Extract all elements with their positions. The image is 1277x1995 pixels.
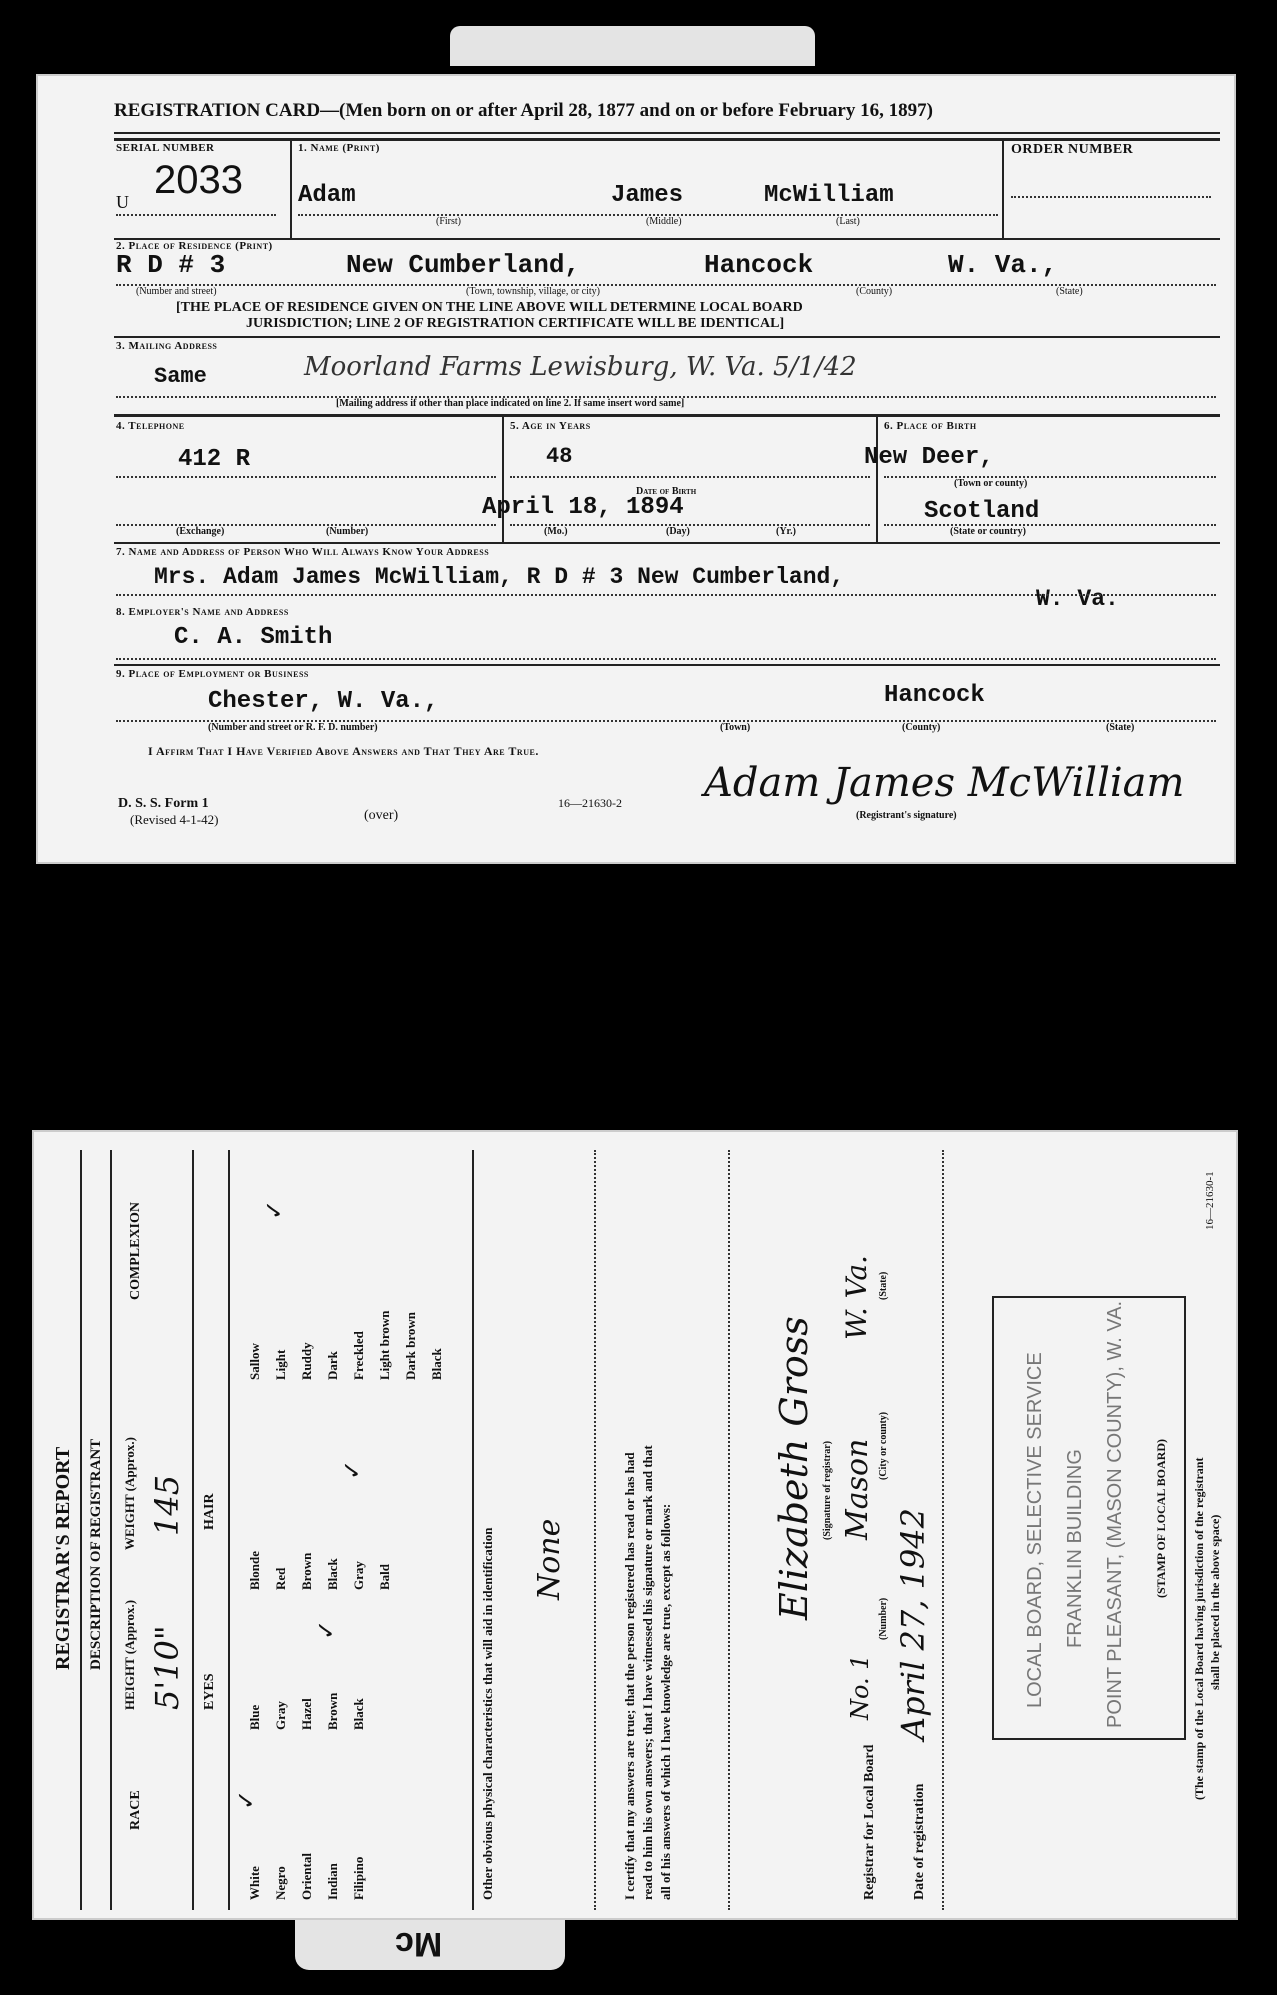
hair-row-black: Black — [325, 1558, 340, 1590]
mailing-address-caption: [Mailing address if other than place indicated on line 2. If same insert word same] — [336, 398, 685, 409]
residence-county-caption: (County) — [856, 286, 893, 297]
last-caption: (Last) — [836, 216, 860, 227]
form-revised: (Revised 4-1-42) — [130, 812, 219, 827]
age-value: 48 — [546, 444, 573, 469]
mailing-address-value: Same — [154, 364, 207, 389]
height-header: HEIGHT (Approx.) — [122, 1599, 137, 1710]
eyes-row-hazel: Hazel — [299, 1698, 314, 1730]
contact-value-2: W. Va. — [1036, 586, 1119, 612]
hair-mark: ✓ — [340, 1459, 366, 1480]
serial-prefix: U — [116, 192, 129, 212]
stamp-caption: (STAMP OF LOCAL BOARD) — [1154, 1438, 1168, 1598]
residence-street-caption: (Number and street) — [136, 286, 217, 297]
signature-caption: (Registrant's signature) — [856, 810, 957, 821]
complexion-header: COMPLEXION — [128, 1202, 143, 1300]
dob-value: April 18, 1894 — [482, 494, 684, 521]
over-note: (over) — [364, 808, 399, 823]
serial-number-value: 2033 — [154, 158, 243, 202]
employment-town: Chester, W. Va., — [208, 688, 439, 715]
birthplace-country-caption: (State or country) — [950, 526, 1026, 537]
race-header: RACE — [128, 1790, 143, 1830]
complexion-row-dark: Dark — [325, 1351, 340, 1380]
card-title: REGISTRATION CARD—(Men born on or after April 28, 1877 and on or before February 16, 1897) — [114, 100, 933, 121]
residence-state-caption: (State) — [1056, 286, 1083, 297]
residence-note-2: JURISDICTION; LINE 2 OF REGISTRATION CERTIFICATE WILL BE IDENTICAL] — [246, 316, 785, 331]
employment-county-caption: (County) — [902, 722, 941, 733]
board-state: W. Va. — [840, 1255, 873, 1340]
age-label: 5. Age in Years — [510, 420, 591, 432]
board-state-caption: (State) — [878, 1271, 889, 1300]
complexion-row-light: Light — [273, 1349, 288, 1380]
certify-line-2: read to him his own answers; that I have witnessed his signature or mark and that — [640, 1445, 655, 1900]
report-title: REGISTRAR'S REPORT — [52, 1446, 74, 1670]
residence-state: W. Va., — [948, 250, 1058, 280]
board-city: Mason — [840, 1438, 875, 1540]
registration-card-front — [36, 74, 1236, 864]
residence-town: New Cumberland, — [346, 250, 581, 280]
race-mark: ✓ — [234, 1789, 260, 1810]
eyes-row-brown: Brown — [325, 1692, 340, 1730]
residence-note-1: [THE PLACE OF RESIDENCE GIVEN ON THE LINE ABOVE WILL DETERMINE LOCAL BOARD — [176, 300, 803, 315]
stamp-note-2: shall be placed in the above space) — [1208, 1514, 1222, 1690]
eyes-row-gray: Gray — [273, 1701, 288, 1730]
complexion-mark: ✓ — [262, 1199, 288, 1220]
bottom-tab-label: Mc — [395, 1925, 443, 1963]
residence-label: 2. Place of Residence (Print) — [116, 240, 273, 252]
height-value: 5'10" — [148, 1625, 186, 1710]
certify-line-3: all of his answers of which I have knowledge are true, except as follows: — [658, 1503, 673, 1900]
board-number-caption: (Number) — [878, 1597, 889, 1640]
registrant-signature: Adam James McWilliam — [704, 760, 1185, 806]
middle-caption: (Middle) — [646, 216, 682, 227]
employment-town-caption: (Town) — [720, 722, 751, 733]
race-row-negro: Negro — [273, 1866, 288, 1900]
board-city-caption: (City or county) — [878, 1411, 889, 1480]
employer-label: 8. Employer's Name and Address — [116, 606, 289, 618]
name-first: Adam — [298, 182, 356, 209]
residence-street: R D # 3 — [116, 250, 226, 280]
complexion-row-ruddy: Ruddy — [299, 1342, 314, 1380]
birthplace-country: Scotland — [924, 498, 1040, 525]
telephone-number-caption: (Number) — [326, 526, 369, 537]
registrar-signature: Elizabeth Gross — [772, 1316, 816, 1620]
residence-town-caption: (Town, township, village, or city) — [466, 286, 600, 297]
employment-state-caption: (State) — [1106, 722, 1135, 733]
hair-row-brown: Brown — [299, 1552, 314, 1590]
order-number-label: ORDER NUMBER — [1011, 142, 1134, 157]
contact-value: Mrs. Adam James McWilliam, R D # 3 New Cumberland, — [154, 564, 845, 590]
weight-value: 145 — [148, 1474, 186, 1536]
employer-value: C. A. Smith — [174, 624, 333, 651]
eyes-mark: ✓ — [314, 1619, 340, 1640]
mailing-address-handwritten: Moorland Farms Lewisburg, W. Va. 5/1/42 — [304, 352, 857, 382]
form-id: D. S. S. Form 1 — [118, 796, 209, 811]
registrar-board-value: No. 1 — [846, 1654, 874, 1720]
other-characteristics-label: Other obvious physical characteristics that will aid in identification — [480, 1527, 495, 1900]
stamp-line-3: POINT PLEASANT, (MASON COUNTY), W. VA. — [1104, 1300, 1126, 1728]
employment-street-caption: (Number and street or R. F. D. number) — [208, 722, 378, 733]
telephone-value: 412 R — [178, 446, 251, 473]
serial-number-label: SERIAL NUMBER — [116, 142, 215, 154]
bottom-index-tab — [295, 1920, 565, 1970]
complexion-row-freckled: Freckled — [351, 1331, 366, 1380]
stamp-line-1: LOCAL BOARD, SELECTIVE SERVICE — [1024, 1352, 1046, 1708]
race-row-oriental: Oriental — [299, 1853, 314, 1900]
hair-header: HAIR — [202, 1493, 217, 1530]
telephone-label: 4. Telephone — [116, 420, 185, 432]
dob-day-caption: (Day) — [666, 526, 690, 537]
hair-row-blonde: Blonde — [247, 1550, 262, 1590]
birthplace-town-caption: (Town or county) — [954, 478, 1028, 489]
other-characteristics-value: None — [532, 1518, 567, 1600]
name-label: 1. Name (Print) — [298, 142, 380, 154]
complexion-row-sallow: Sallow — [247, 1343, 262, 1380]
registrar-signature-caption: (Signature of registrar) — [822, 1440, 833, 1540]
race-row-indian: Indian — [325, 1863, 340, 1900]
telephone-exchange-caption: (Exchange) — [176, 526, 225, 537]
race-row-white: White — [247, 1866, 262, 1900]
dob-label: Date of Birth — [636, 486, 697, 497]
eyes-row-black: Black — [351, 1698, 366, 1730]
dob-year-caption: (Yr.) — [776, 526, 796, 537]
back-form-code: 16—21630-1 — [1204, 1171, 1216, 1230]
date-of-registration-value: April 27, 1942 — [894, 1507, 932, 1740]
top-index-tab — [450, 26, 815, 66]
first-caption: (First) — [436, 216, 461, 227]
hair-row-gray: Gray — [351, 1561, 366, 1590]
birthplace-town: New Deer, — [864, 444, 994, 471]
name-middle: James — [611, 182, 684, 209]
birthplace-label: 6. Place of Birth — [884, 420, 977, 432]
complexion-row-light-brown: Light brown — [377, 1310, 392, 1380]
hair-row-red: Red — [273, 1567, 288, 1590]
complexion-row-dark-brown: Dark brown — [403, 1311, 418, 1380]
employment-label: 9. Place of Employment or Business — [116, 668, 309, 680]
contact-label: 7. Name and Address of Person Who Will Always Know Your Address — [116, 546, 490, 558]
complexion-row-black: Black — [429, 1348, 444, 1380]
weight-header: WEIGHT (Approx.) — [122, 1437, 137, 1550]
hair-row-bald: Bald — [377, 1563, 392, 1590]
affirm-statement: I Affirm That I Have Verified Above Answers and That They Are True. — [148, 744, 539, 758]
eyes-header: EYES — [202, 1673, 217, 1710]
certify-line-1: I certify that my answers are true; that the person registered has read or has had — [622, 1452, 637, 1900]
stamp-note-1: (The stamp of the Local Board having jurisdiction of the registrant — [1192, 1457, 1206, 1800]
back-content — [32, 1130, 1238, 1920]
employment-county: Hancock — [884, 682, 985, 709]
name-last: McWilliam — [764, 182, 894, 209]
registrar-board-label: Registrar for Local Board — [862, 1744, 877, 1900]
date-of-registration-label: Date of registration — [912, 1783, 927, 1900]
description-title: DESCRIPTION OF REGISTRANT — [88, 1438, 104, 1670]
form-code: 16—21630-2 — [558, 796, 622, 810]
race-row-filipino: Filipino — [351, 1856, 366, 1900]
dob-month-caption: (Mo.) — [544, 526, 568, 537]
stamp-line-2: FRANKLIN BUILDING — [1064, 1449, 1086, 1648]
eyes-row-blue: Blue — [247, 1704, 262, 1730]
mailing-address-label: 3. Mailing Address — [116, 340, 218, 352]
residence-county: Hancock — [704, 250, 814, 280]
local-board-stamp-box — [992, 1296, 1186, 1740]
